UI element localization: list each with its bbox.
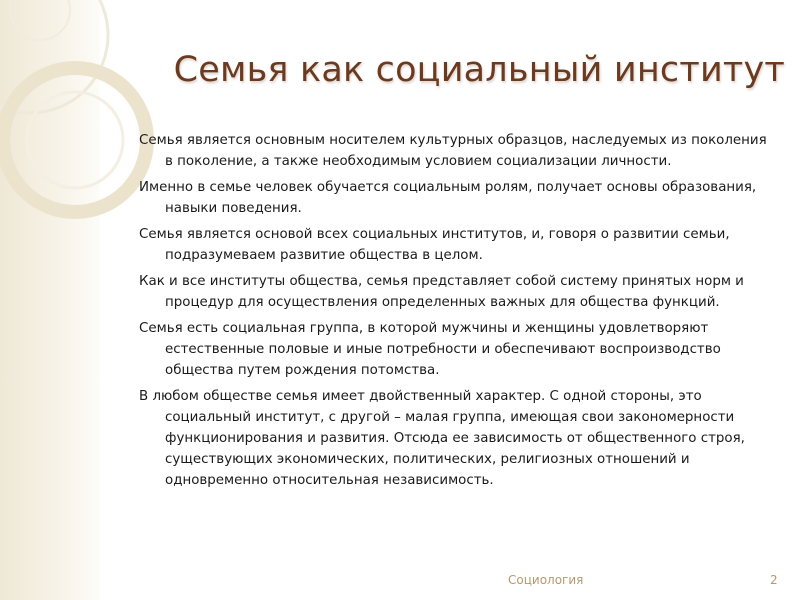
paragraph-3: Семья является основой всех социальных институтов, и, говоря о развитии семьи, подразумеваем развитие общества в целом.	[139, 227, 730, 263]
decorative-ring-inner	[27, 92, 123, 188]
decorative-ring-small	[10, 0, 70, 40]
page-number: 2	[770, 573, 778, 587]
footer-subject: Социология	[508, 573, 584, 587]
paragraph-2: Именно в семье человек обучается социальным ролям, получает основы образования, навыки поведения.	[139, 180, 757, 216]
paragraph-5: Семья есть социальная группа, в которой мужчины и женщины удовлетворяют естественные половые и иные потребности и обеспечивают воспроизводство общества путем рождения потомства.	[139, 321, 721, 378]
paragraph-6: В любом обществе семья имеет двойственный характер. С одной стороны, это социальный институт, с другой – малая группа, имеющая свои закономерности функционирования и развития. Отсюда ее зависимость от общественного строя, существующих экономических, политических, религиозных отношений и одновременно относительная независимость.	[139, 389, 745, 488]
slide-title: Семья как социальный институт	[173, 50, 785, 90]
paragraph-4: Как и все институты общества, семья представляет собой систему принятых норм и процедур для осуществления определенных важных для общества функций.	[139, 274, 744, 310]
slide-content	[139, 130, 769, 496]
paragraph-1: Семья является основным носителем культурных образцов, наследуемых из поколения в поколение, а также необходимым условием социализации личности.	[139, 133, 767, 169]
